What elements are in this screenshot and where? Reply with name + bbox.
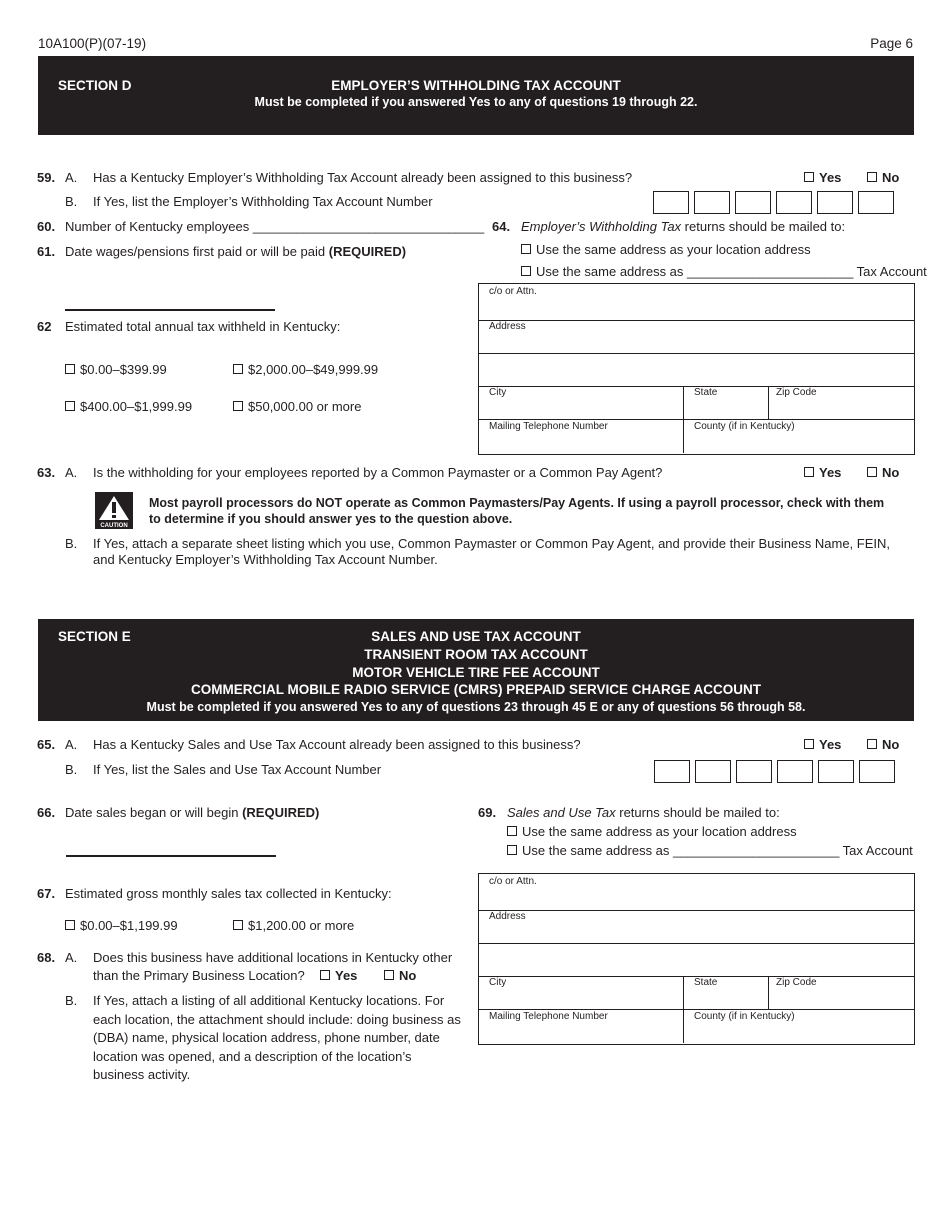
q65a-letter: A. <box>65 737 78 752</box>
q61-date-line[interactable] <box>65 309 275 311</box>
county-label: County (if in Kentucky) <box>694 421 795 432</box>
state-label: State <box>694 387 718 398</box>
q64-option-location-address[interactable]: Use the same address as your location address <box>521 242 811 257</box>
q59a-letter: A. <box>65 170 78 185</box>
section-e-label: SECTION E <box>58 629 131 644</box>
phone-label: Mailing Telephone Number <box>489 421 608 432</box>
q60-number: 60. <box>37 219 56 234</box>
q63-number: 63. <box>37 465 56 480</box>
checkbox-icon <box>233 401 243 411</box>
section-e-subtitle: Must be completed if you answered Yes to any of questions 23 through 45 E or any of questions 56 through 58. <box>146 700 806 714</box>
q69-option-location-address[interactable]: Use the same address as your location address <box>507 824 797 839</box>
checkbox-icon <box>867 467 877 477</box>
q63b-text: If Yes, attach a separate sheet listing which you use, Common Paymaster or Common Pay Agent, and provide their Business Name, FEIN, and Kentucky Employer’s Withholding Tax Account Number. <box>93 536 891 567</box>
caution-label: CAUTION <box>100 523 128 529</box>
checkbox-icon <box>507 845 517 855</box>
caution-icon <box>95 492 133 529</box>
q65b-text: If Yes, list the Sales and Use Tax Account Number <box>93 762 382 777</box>
section-e-line-2: TRANSIENT ROOM TAX ACCOUNT <box>364 647 588 662</box>
q63-yes-option[interactable]: Yes <box>804 465 841 480</box>
q68a-line-1: Does this business have additional locations in Kentucky other <box>93 950 453 965</box>
checkbox-icon <box>867 739 877 749</box>
q67-number: 67. <box>37 886 56 901</box>
q59a-text: Has a Kentucky Employer’s Withholding Tax Account already been assigned to this business? <box>93 170 633 185</box>
section-d-label: SECTION D <box>58 78 132 93</box>
checkbox-icon <box>521 266 531 276</box>
section-d-title: EMPLOYER’S WITHHOLDING TAX ACCOUNT <box>331 78 621 93</box>
q59-yes-option[interactable]: Yes <box>804 170 841 185</box>
phone-label: Mailing Telephone Number <box>489 1011 608 1022</box>
q59b-text: If Yes, list the Employer’s Withholding Tax Account Number <box>93 194 433 209</box>
q68-yes-option[interactable]: Yes <box>320 968 357 983</box>
checkbox-icon <box>233 920 243 930</box>
checkbox-icon <box>804 172 814 182</box>
withholding-mailing-address-box[interactable] <box>478 283 915 455</box>
sales-tax-mailing-address-box[interactable] <box>478 873 915 1045</box>
q62-option-2[interactable]: $2,000.00–$49,999.99 <box>233 362 378 377</box>
checkbox-icon <box>867 172 877 182</box>
checkbox-icon <box>384 970 394 980</box>
q66-number: 66. <box>37 805 56 820</box>
section-e-header <box>38 619 914 721</box>
checkbox-icon <box>804 467 814 477</box>
q63a-letter: A. <box>65 465 78 480</box>
q65-number: 65. <box>37 737 56 752</box>
q68a-line-2: than the Primary Business Location? <box>93 968 305 983</box>
q63-no-option[interactable]: No <box>867 465 899 480</box>
checkbox-icon <box>65 920 75 930</box>
city-label: City <box>489 387 507 398</box>
q68b-letter: B. <box>65 993 78 1008</box>
q62-option-1[interactable]: $0.00–$399.99 <box>65 362 167 377</box>
q66-text: Date sales began or will begin (REQUIRED) <box>65 805 320 820</box>
q62-option-3[interactable]: $400.00–$1,999.99 <box>65 399 192 414</box>
zip-label: Zip Code <box>776 977 817 988</box>
q68-number: 68. <box>37 950 56 965</box>
q64-option-same-as-account[interactable]: Use the same address as _______________________ Tax Account <box>521 264 927 279</box>
q65-yes-option[interactable]: Yes <box>804 737 841 752</box>
page-number: Page 6 <box>870 36 913 51</box>
city-label: City <box>489 977 507 988</box>
q65b-letter: B. <box>65 762 78 777</box>
q65-no-option[interactable]: No <box>867 737 899 752</box>
q61-number: 61. <box>37 244 56 259</box>
state-label: State <box>694 977 718 988</box>
section-e-line-4: COMMERCIAL MOBILE RADIO SERVICE (CMRS) PREPAID SERVICE CHARGE ACCOUNT <box>190 682 762 697</box>
q67-text: Estimated gross monthly sales tax collected in Kentucky: <box>65 886 392 901</box>
zip-label: Zip Code <box>776 387 817 398</box>
section-e-line-3: MOTOR VEHICLE TIRE FEE ACCOUNT <box>352 665 600 680</box>
form-id: 10A100(P)(07-19) <box>38 36 147 51</box>
q62-number: 62 <box>37 319 52 334</box>
q64-number: 64. <box>492 219 511 234</box>
checkbox-icon <box>507 826 517 836</box>
checkbox-icon <box>65 364 75 374</box>
q60-text[interactable]: Number of Kentucky employees ________________________________ <box>65 219 485 234</box>
q68-no-option[interactable]: No <box>384 968 416 983</box>
checkbox-icon <box>65 401 75 411</box>
section-d-subtitle: Must be completed if you answered Yes to any of questions 19 through 22. <box>254 95 698 109</box>
q62-text: Estimated total annual tax withheld in Kentucky: <box>65 319 341 334</box>
q68a-letter: A. <box>65 950 78 965</box>
q61-text: Date wages/pensions first paid or will be paid (REQUIRED) <box>65 244 407 259</box>
checkbox-icon <box>804 739 814 749</box>
checkbox-icon <box>320 970 330 980</box>
co-attn-label: c/o or Attn. <box>489 286 537 297</box>
sales-tax-account-number-boxes[interactable] <box>654 760 895 783</box>
section-d-header <box>38 56 914 135</box>
county-label: County (if in Kentucky) <box>694 1011 795 1022</box>
q67-option-2[interactable]: $1,200.00 or more <box>233 918 354 933</box>
q64-text: Employer’s Withholding Tax returns should be mailed to: <box>521 219 846 234</box>
q68b-text: If Yes, attach a listing of all additional Kentucky locations. For each location, the attachment should include: doing business as (DBA) name, physical location address, phone number, date location was opened, and a description of the location’s business activity. <box>93 993 461 1082</box>
q59-no-option[interactable]: No <box>867 170 899 185</box>
withholding-account-number-boxes[interactable] <box>653 191 894 214</box>
q69-number: 69. <box>478 805 497 820</box>
address-label: Address <box>489 321 526 332</box>
address-label: Address <box>489 911 526 922</box>
q66-date-line[interactable] <box>66 855 276 857</box>
q59b-letter: B. <box>65 194 78 209</box>
section-e-line-1: SALES AND USE TAX ACCOUNT <box>371 629 581 644</box>
q59-number: 59. <box>37 170 56 185</box>
q63b-letter: B. <box>65 536 78 551</box>
q63a-text: Is the withholding for your employees reported by a Common Paymaster or a Common Pay Agent? <box>93 465 663 480</box>
q69-text: Sales and Use Tax returns should be mailed to: <box>507 805 780 820</box>
q62-option-4[interactable]: $50,000.00 or more <box>233 399 361 414</box>
q65a-text: Has a Kentucky Sales and Use Tax Account already been assigned to this business? <box>93 737 581 752</box>
checkbox-icon <box>521 244 531 254</box>
checkbox-icon <box>233 364 243 374</box>
co-attn-label: c/o or Attn. <box>489 876 537 887</box>
q69-option-same-as-account[interactable]: Use the same address as _______________________ Tax Account <box>507 843 913 858</box>
caution-text: Most payroll processors do NOT operate as Common Paymasters/Pay Agents. If using a payroll processor, check with them to determine if you should answer yes to the question above. <box>149 496 885 526</box>
q67-option-1[interactable]: $0.00–$1,199.99 <box>65 918 178 933</box>
